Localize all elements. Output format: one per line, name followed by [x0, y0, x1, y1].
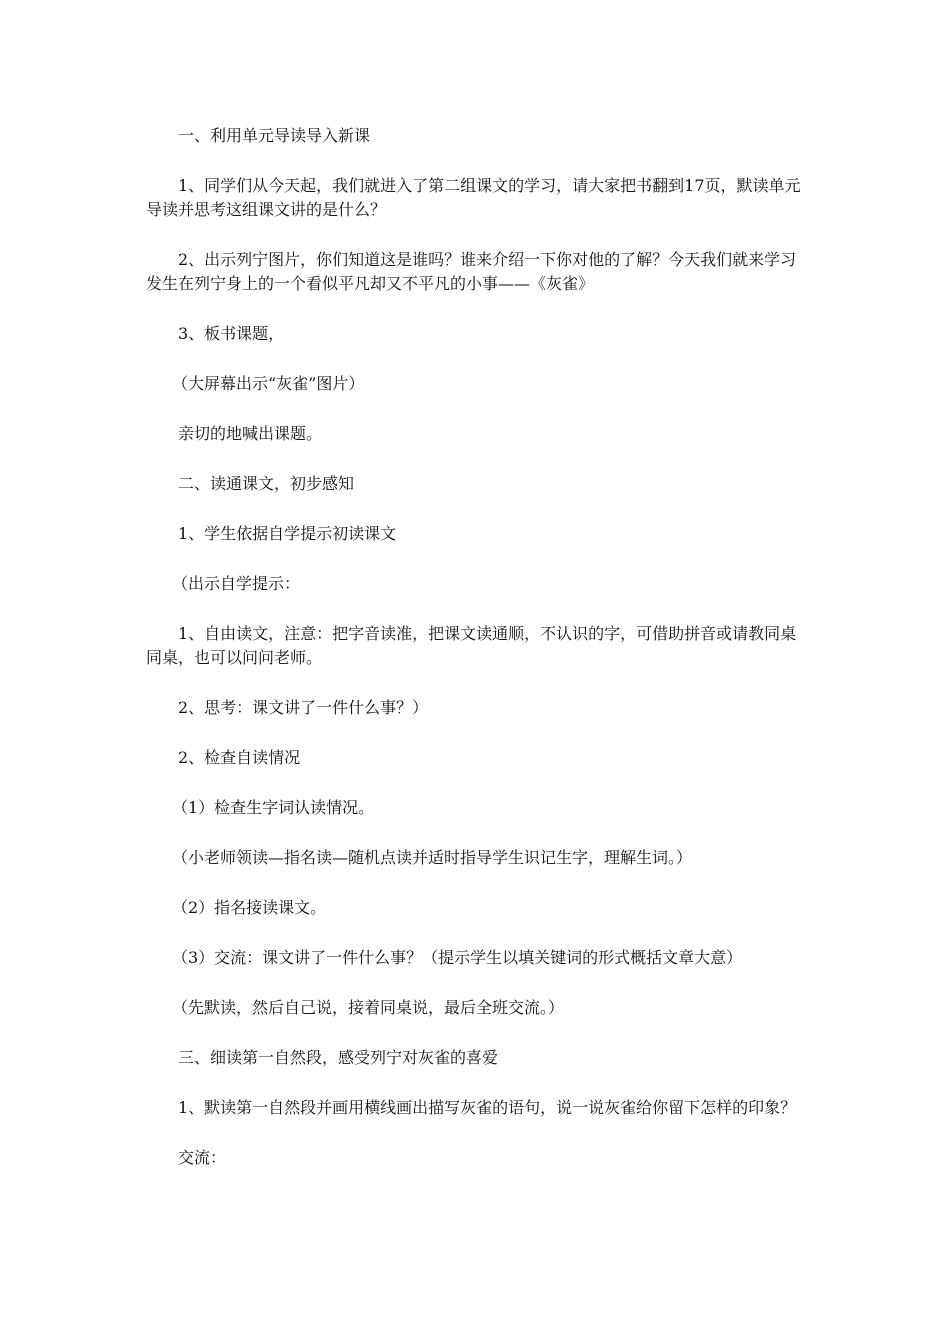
section-heading-1: 一、利用单元导读导入新课 [178, 126, 371, 145]
paragraph-step-3: 3、板书课题， [178, 324, 285, 343]
paragraph-step-2: 2、出示列宁图片，你们知道这是谁吗？谁来介绍一下你对他的了解？今天我们就来学习发生在列宁身上的一个看似平凡却又不平凡的小事——《灰雀》 [146, 250, 797, 293]
paragraph-substep-1: （1）检查生字词认读情况。 [172, 798, 375, 817]
paragraph-step-1: 1、学生依据自学提示初读课文 [178, 524, 397, 543]
paragraph-step-1: 1、自由读文，注意：把字音读准，把课文读通顺，不认识的字，可借助拼音或请教同桌同桌，也可以问问老师。 [146, 624, 797, 667]
paragraph-step-2: 2、检查自读情况 [178, 748, 301, 767]
paragraph-note: （大屏幕出示“灰雀”图片） [172, 374, 365, 393]
paragraph-note: （出示自学提示： [172, 574, 301, 593]
paragraph-text: 亲切的地喊出课题。 [178, 424, 323, 443]
paragraph-substep-2: （2）指名接读课文。 [172, 898, 327, 917]
paragraph-text: 交流： [178, 1148, 227, 1167]
section-heading-2: 二、读通课文，初步感知 [178, 474, 355, 493]
paragraph-substep-3: （3）交流：课文讲了一件什么事？（提示学生以填关键词的形式概括文章大意） [172, 948, 743, 967]
paragraph-step-1: 1、同学们从今天起，我们就进入了第二组课文的学习，请大家把书翻到17页，默读单元导读并思考这组课文讲的是什么？ [146, 176, 801, 219]
document-body [146, 124, 810, 1196]
paragraph-step-2: 2、思考：课文讲了一件什么事？） [178, 698, 429, 717]
paragraph-note: （小老师领读—指名读—随机点读并适时指导学生识记生字，理解生词。） [172, 848, 693, 867]
section-heading-3: 三、细读第一自然段，感受列宁对灰雀的喜爱 [178, 1048, 499, 1067]
paragraph-step-1: 1、默读第一自然段并画用横线画出描写灰雀的语句，说一说灰雀给你留下怎样的印象？ [178, 1098, 797, 1117]
paragraph-note: （先默读，然后自己说，接着同桌说，最后全班交流。） [172, 998, 565, 1017]
